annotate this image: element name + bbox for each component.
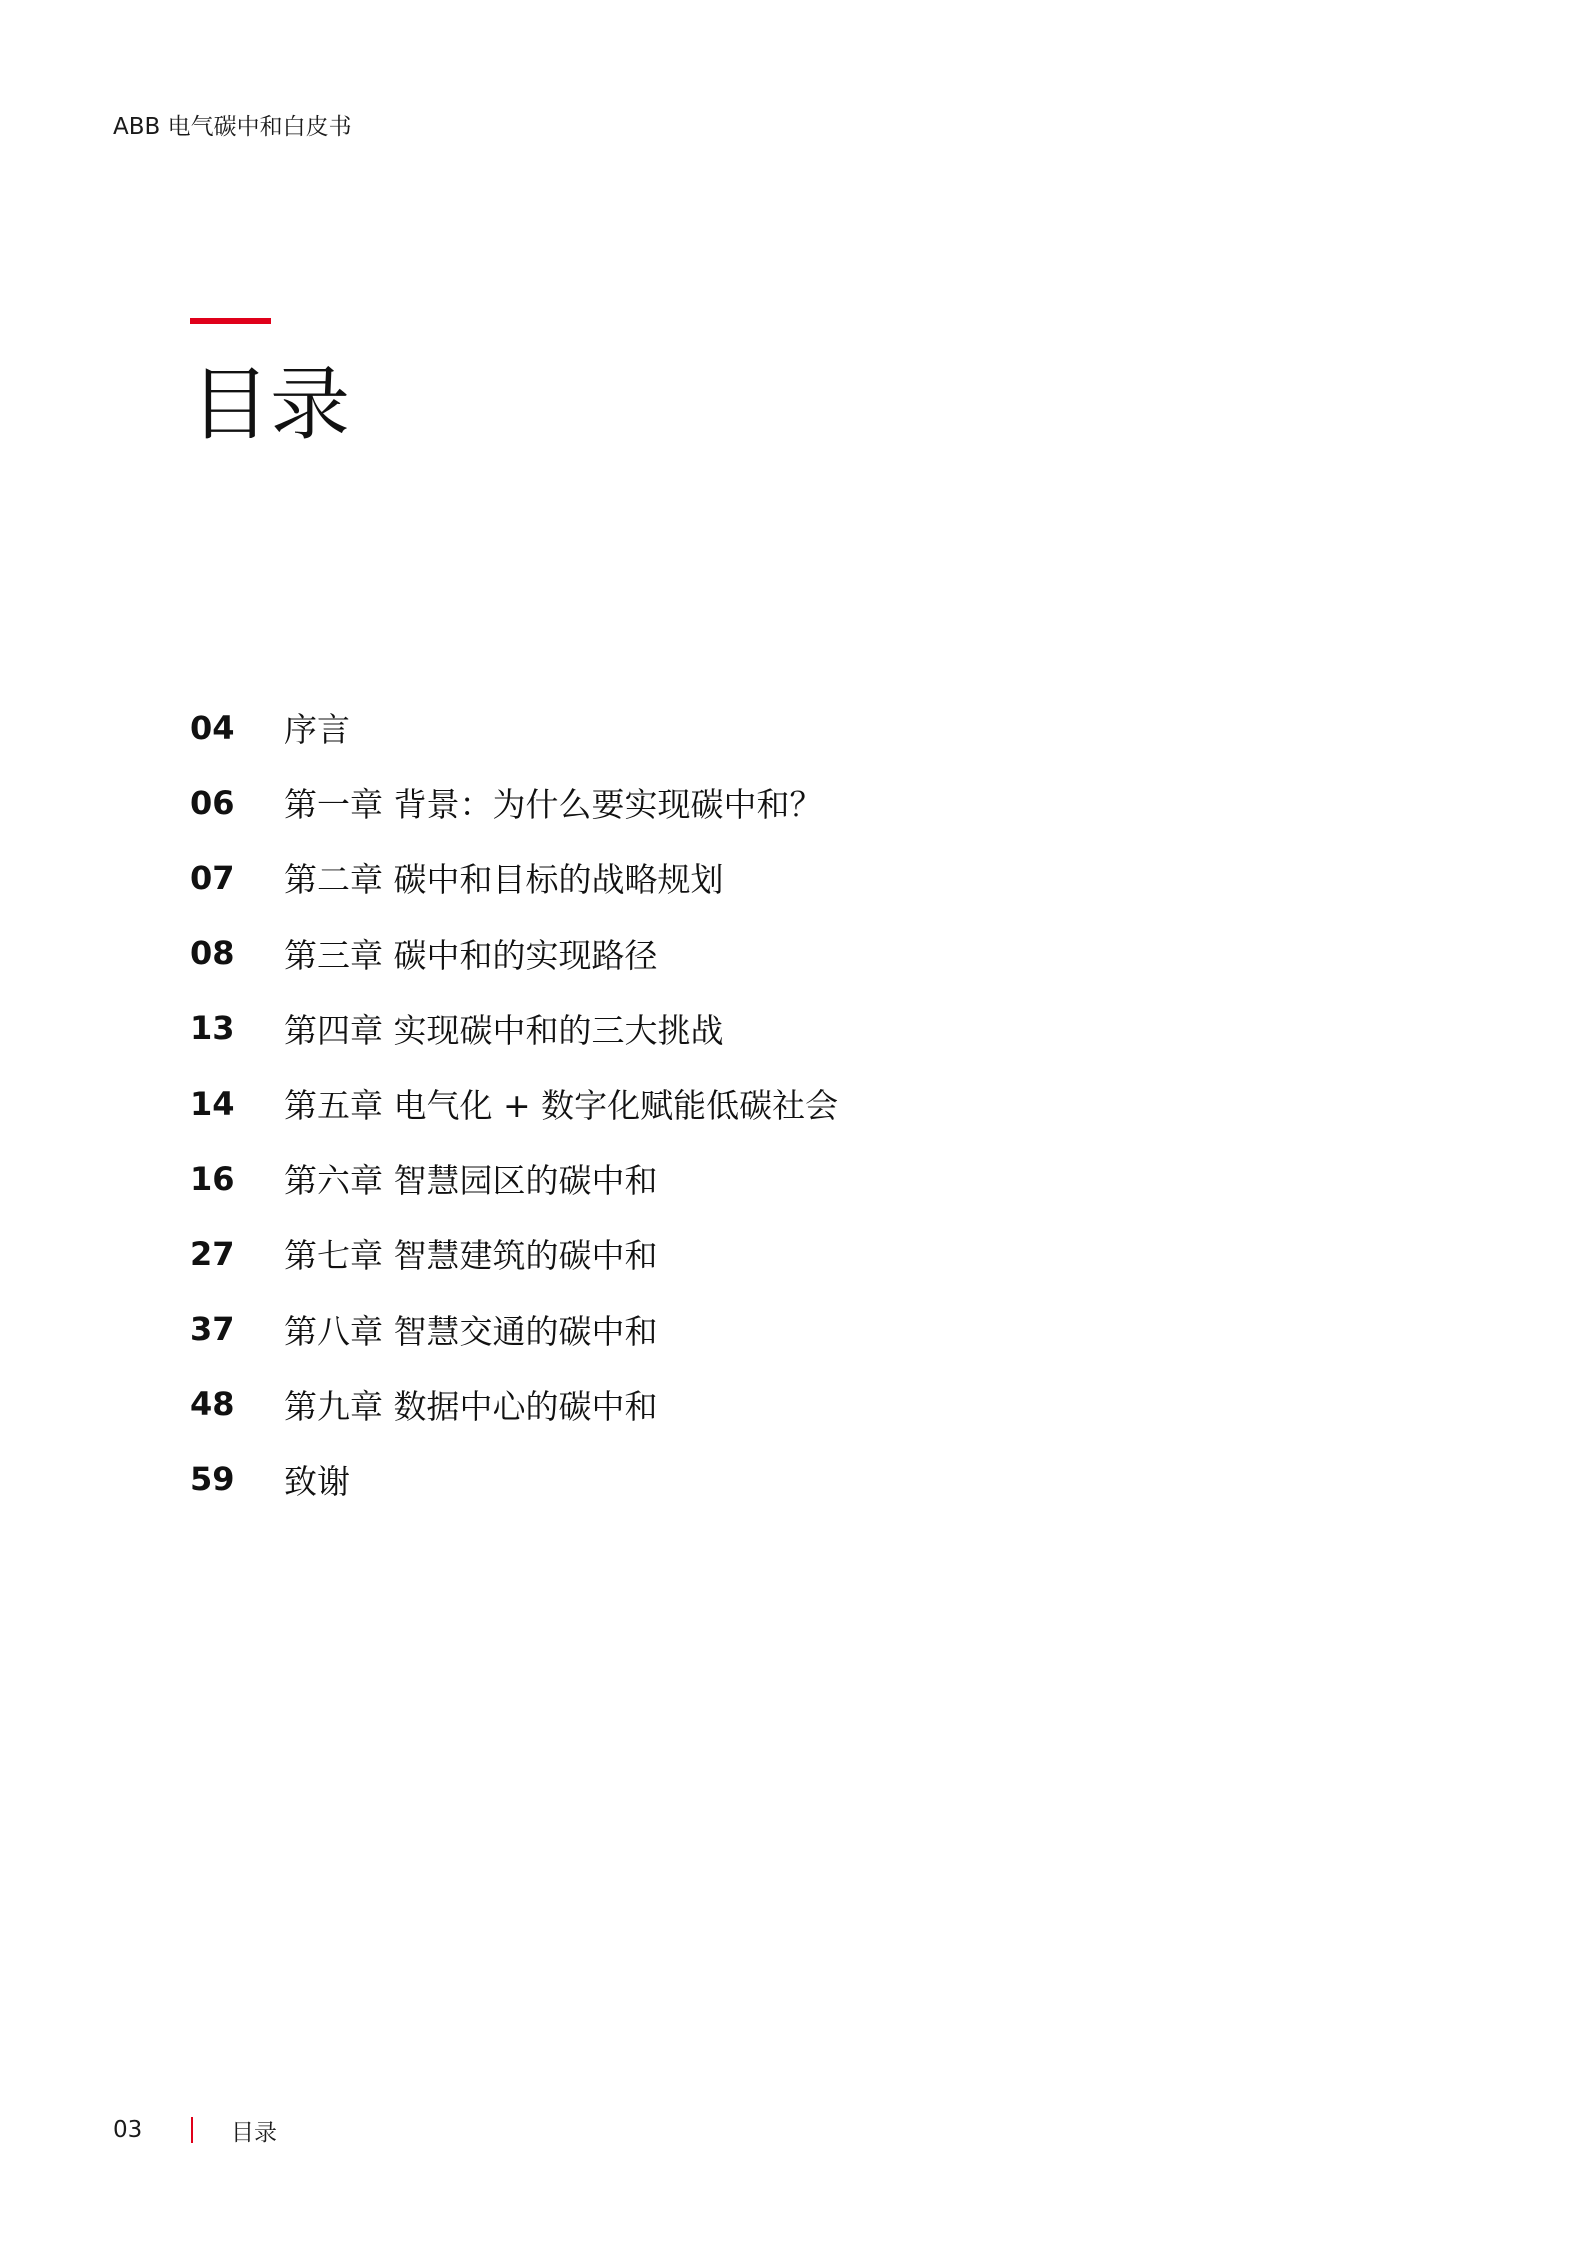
toc-entry-title: 第四章 实现碳中和的三大挑战 [284, 1010, 724, 1050]
toc-entry-title: 第一章 背景：为什么要实现碳中和？ [284, 785, 823, 825]
toc-entry[interactable] [190, 690, 838, 765]
toc-entry-title: 第五章 电气化 + 数字化赋能低碳社会 [284, 1086, 839, 1126]
toc-entry[interactable] [190, 765, 838, 840]
toc-entry-title: 序言 [284, 710, 350, 750]
toc-page-number: 14 [190, 1084, 235, 1123]
toc-entry[interactable] [190, 1367, 838, 1442]
document-title: ABB 电气碳中和白皮书 [113, 114, 352, 140]
toc-entry-title: 第六章 智慧园区的碳中和 [284, 1161, 658, 1201]
toc-entry-title: 第七章 智慧建筑的碳中和 [284, 1236, 658, 1276]
toc-page-number: 59 [190, 1460, 235, 1499]
toc-entry-title: 第八章 智慧交通的碳中和 [284, 1311, 658, 1351]
accent-bar [190, 318, 271, 324]
toc-entry[interactable] [190, 916, 838, 991]
toc-page-number: 13 [190, 1009, 235, 1048]
toc-entry[interactable] [190, 1442, 838, 1517]
footer-section-label: 目录 [231, 2119, 277, 2146]
toc-entry[interactable] [190, 991, 838, 1066]
toc-entry-title: 第三章 碳中和的实现路径 [284, 935, 658, 975]
toc-page-number: 37 [190, 1310, 235, 1349]
toc-entry[interactable] [190, 1141, 838, 1216]
toc-page-number: 27 [190, 1234, 235, 1273]
toc-page-number: 07 [190, 858, 235, 897]
page-footer [113, 2112, 277, 2148]
toc-page-number: 06 [190, 783, 235, 822]
toc-page-number: 04 [190, 708, 235, 747]
toc-entry[interactable] [190, 1216, 838, 1291]
toc-entry-title: 第九章 数据中心的碳中和 [284, 1386, 658, 1426]
page-title: 目录 [190, 358, 350, 451]
toc-entry[interactable] [190, 840, 838, 915]
table-of-contents [190, 690, 838, 1517]
toc-page-number: 48 [190, 1385, 235, 1424]
toc-page-number: 16 [190, 1159, 235, 1198]
footer-divider [191, 2117, 193, 2143]
footer-page-number: 03 [113, 2117, 143, 2143]
toc-entry[interactable] [190, 1292, 838, 1367]
toc-entry-title: 致谢 [284, 1461, 350, 1501]
toc-entry-title: 第二章 碳中和目标的战略规划 [284, 860, 724, 900]
toc-page-number: 08 [190, 934, 235, 973]
toc-entry[interactable] [190, 1066, 838, 1141]
